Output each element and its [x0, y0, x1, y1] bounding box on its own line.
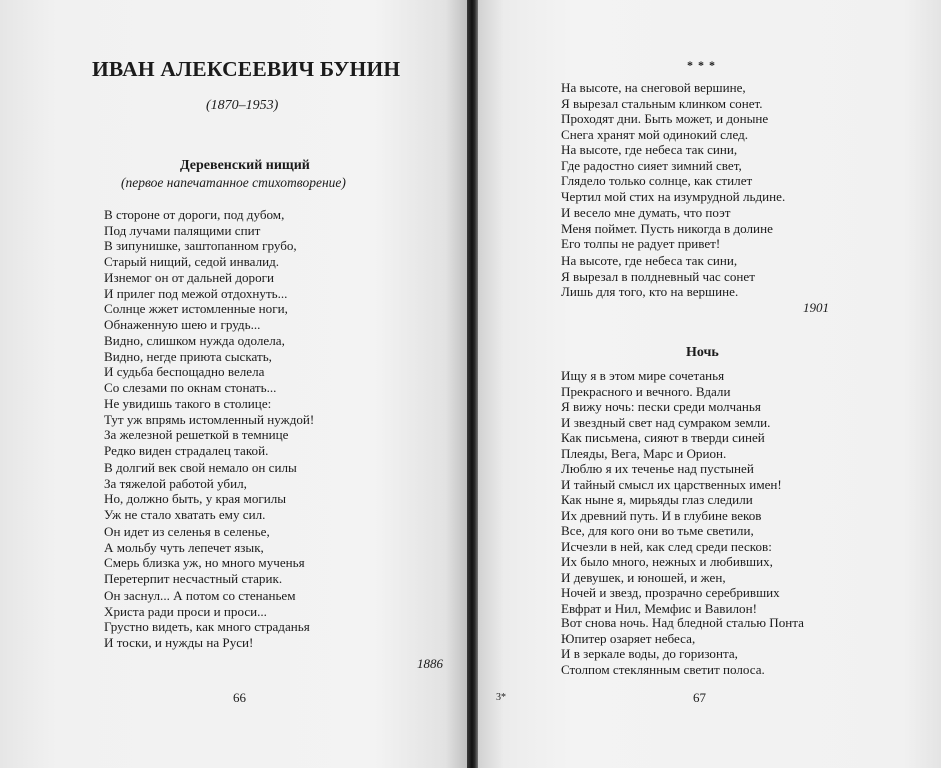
verse-line: А мольбу чуть лепечет язык,: [104, 539, 264, 555]
poem-title-night: Ночь: [686, 345, 719, 360]
verse-line: Христа ради проси и проси...: [104, 603, 267, 619]
verse-line: Изнемог он от дальней дороги: [104, 270, 274, 285]
stanza: [104, 333, 285, 395]
stanza: [104, 207, 297, 269]
stanza: [561, 430, 782, 492]
verse-line: Он идет из селенья в селенье,: [104, 524, 270, 539]
left-page: [0, 0, 469, 768]
author-heading: ИВАН АЛЕКСЕЕВИЧ БУНИН: [92, 57, 401, 81]
verse-line: Плеяды, Вега, Марс и Орион.: [561, 445, 727, 461]
signature-mark: 3*: [496, 692, 506, 703]
verse-line: В долгий век свой немало он силы: [104, 460, 297, 475]
verse-line: Обнаженную шею и грудь...: [104, 316, 261, 332]
poem-title-asterisks: * * *: [687, 58, 716, 72]
verse-line: Я вижу ночь: пески среди молчанья: [561, 399, 761, 414]
verse-line: Старый нищий, седой инвалид.: [104, 253, 280, 269]
verse-line: Вот снова ночь. Над бледной сталью Понта: [561, 615, 804, 630]
poem-date: 1901: [803, 300, 829, 315]
verse-line: Как письмена, сияют в тверди синей: [561, 430, 765, 445]
verse-line: Но, должно быть, у края могилы: [104, 491, 287, 506]
verse-line: Где радостно сияет зимний свет,: [561, 157, 742, 173]
verse-line: И в зеркале воды, до горизонта,: [561, 646, 738, 661]
verse-line: И судьба беспощадно велела: [104, 364, 265, 379]
verse-line: За тяжелой работой убил,: [104, 475, 247, 491]
verse-line: Исчезли в ней, как след среди песков:: [561, 538, 772, 554]
verse-line: Смерь близка уж, но много мученья: [104, 555, 305, 570]
verse-line: Не увидишь такого в столице:: [104, 396, 272, 411]
stanza: [561, 615, 804, 677]
verse-line: Глядело только солнце, как стилет: [561, 173, 753, 188]
verse-line: Меня поймет. Пусть никогда в долине: [561, 220, 773, 236]
verse-line: Столпом стеклянным светит полоса.: [561, 661, 765, 677]
verse-line: В стороне от дороги, под дубом,: [104, 207, 285, 222]
poem-subtitle: (первое напечатанное стихотворение): [121, 175, 346, 190]
verse-line: Юпитер озаряет небеса,: [561, 630, 696, 646]
stanza: [561, 142, 785, 204]
verse-line: Ночей и звезд, прозрачно серебривших: [561, 585, 780, 600]
verse-line: Видно, негде приюта сыскать,: [104, 348, 272, 364]
verse-line: На высоте, где небеса так сини,: [561, 142, 738, 157]
verse-line: Все, для кого они во тьме светили,: [561, 523, 754, 538]
verse-line: Проходят дни. Быть может, и доныне: [561, 111, 769, 126]
stanza: [104, 588, 310, 650]
verse-line: Люблю я их теченье над пустыней: [561, 461, 754, 476]
verse-line: Грустно видеть, как много страданья: [104, 619, 310, 634]
verse-line: Со слезами по окнам стонать...: [104, 379, 277, 395]
stanza: [561, 205, 773, 252]
verse-line: На высоте, на снеговой вершине,: [561, 80, 746, 95]
stanza: [561, 554, 780, 616]
verse-line: Под лучами палящими спит: [104, 222, 261, 238]
verse-line: Видно, слишком нужда одолела,: [104, 333, 285, 348]
verse-line: Уж не стало хватать ему сил.: [104, 506, 266, 522]
stanza: [561, 368, 770, 430]
verse-line: Евфрат и Нил, Мемфис и Вавилон!: [561, 600, 757, 616]
author-years: (1870–1953): [206, 98, 279, 113]
verse-line: За железной решеткой в темнице: [104, 427, 289, 442]
verse-line: И весело мне думать, что поэт: [561, 205, 731, 220]
verse-line: Перетерпит несчастный старик.: [104, 570, 283, 586]
verse-line: Его толпы не радует привет!: [561, 236, 721, 251]
stanza: [561, 253, 755, 300]
verse-line: Он заснул... А потом со стенаньем: [104, 588, 296, 603]
verse-line: Я вырезал стальным клинком сонет.: [561, 95, 763, 111]
verse-line: Их древний путь. И в глубине веков: [561, 507, 762, 523]
verse-line: Тут уж впрямь истомленный нуждой!: [104, 411, 315, 427]
page-number-right: 67: [693, 690, 706, 705]
verse-line: В зипунишке, заштопанном грубо,: [104, 238, 297, 253]
verse-line: Как ныне я, мирьяды глаз следили: [561, 492, 753, 507]
verse-line: Их было много, нежных и любивших,: [561, 554, 773, 569]
stanza: [561, 80, 768, 142]
stanza: [104, 524, 305, 586]
poem-date: 1886: [417, 656, 443, 671]
verse-line: Редко виден страдалец такой.: [104, 442, 269, 458]
book-spine-gutter: [467, 0, 478, 768]
right-page: [476, 0, 941, 768]
poem-title-village-beggar: Деревенский нищий: [180, 158, 310, 173]
verse-line: Я вырезал в полдневный час сонет: [561, 268, 755, 284]
verse-line: И девушек, и юношей, и жен,: [561, 569, 726, 585]
stanza: [104, 396, 314, 458]
verse-line: Чертил мой стих на изумрудной льдине.: [561, 188, 786, 204]
verse-line: Солнце жжет истомленные ноги,: [104, 301, 288, 316]
stanza: [561, 492, 772, 554]
page-number-left: 66: [233, 690, 246, 705]
verse-line: И тайный смысл их царственных имен!: [561, 476, 782, 492]
stanza: [104, 270, 288, 332]
verse-line: Ищу я в этом мире сочетанья: [561, 368, 725, 383]
verse-line: И тоски, и нужды на Руси!: [104, 634, 254, 650]
verse-line: На высоте, где небеса так сини,: [561, 253, 738, 268]
verse-line: Прекрасного и вечного. Вдали: [561, 383, 731, 399]
stanza: [104, 460, 297, 522]
verse-line: И звездный свет над сумраком земли.: [561, 414, 771, 430]
verse-line: Лишь для того, кто на вершине.: [561, 284, 739, 299]
verse-line: И прилег под межой отдохнуть...: [104, 285, 288, 301]
verse-line: Снега хранят мой одинокий след.: [561, 126, 749, 142]
